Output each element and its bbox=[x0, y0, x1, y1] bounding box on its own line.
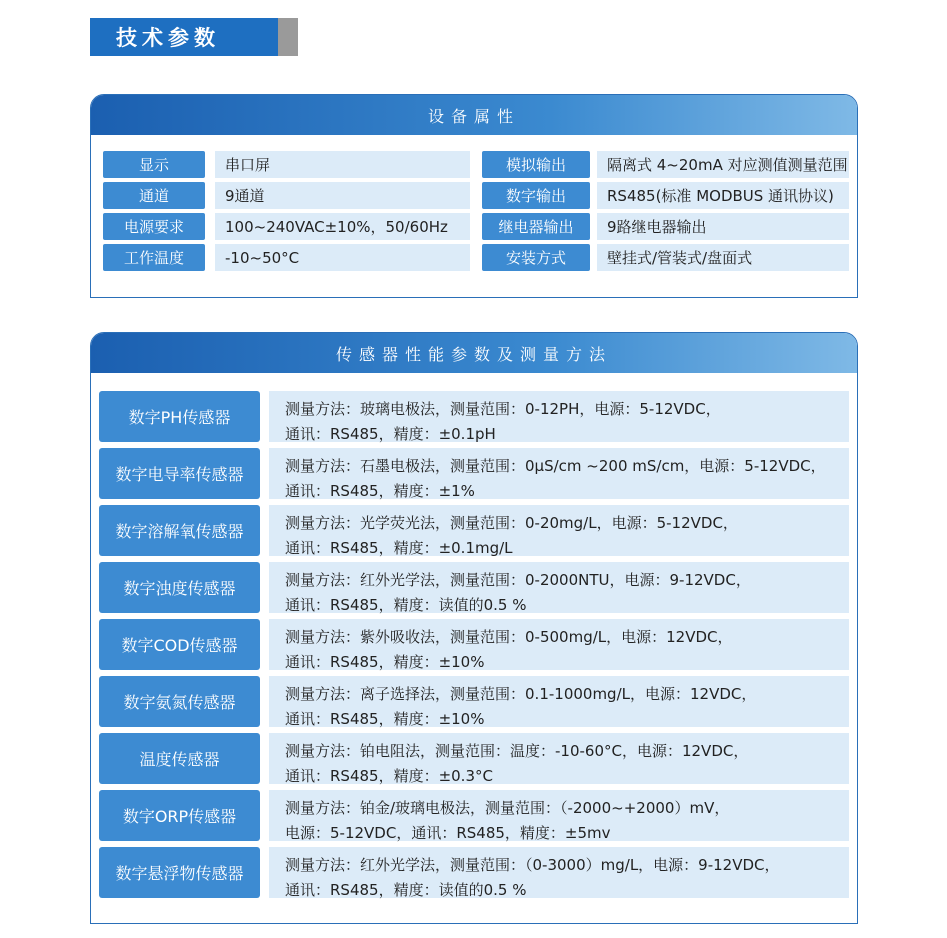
sensor-name: 数字电导率传感器 bbox=[99, 448, 260, 499]
sensor-spec bbox=[269, 448, 849, 499]
sensor-spec bbox=[269, 676, 849, 727]
property-value: 壁挂式/管装式/盘面式 bbox=[597, 244, 849, 271]
spec-line: 通讯：RS485，精度：±10% bbox=[285, 710, 485, 728]
spec-line: 测量方法：铂金/玻璃电极法，测量范围：（-2000~+2000）mV， bbox=[285, 799, 730, 817]
sensor-name: 数字COD传感器 bbox=[99, 619, 260, 670]
sensor-spec bbox=[269, 733, 849, 784]
table-row bbox=[99, 847, 849, 898]
spec-line: 测量方法：红外光学法，测量范围：（0-3000）mg/L，电源：9-12VDC， bbox=[285, 856, 780, 874]
sensor-specs-panel bbox=[90, 332, 858, 924]
table-row bbox=[99, 562, 849, 613]
sensor-spec bbox=[269, 505, 849, 556]
sensor-name: 数字溶解氧传感器 bbox=[99, 505, 260, 556]
section-title bbox=[90, 18, 298, 56]
sensor-name: 数字ORP传感器 bbox=[99, 790, 260, 841]
spec-line: 通讯：RS485，精度：±1% bbox=[285, 482, 475, 500]
property-value: -10~50°C bbox=[215, 244, 470, 271]
spec-line: 通讯：RS485，精度：读值的0.5 % bbox=[285, 881, 527, 899]
table-row bbox=[99, 391, 849, 442]
table-row bbox=[99, 733, 849, 784]
table-row bbox=[99, 790, 849, 841]
sensor-specs-table bbox=[99, 391, 849, 904]
property-value: 隔离式 4~20mA 对应测值测量范围 bbox=[597, 151, 849, 178]
spec-line: 测量方法：离子选择法，测量范围：0.1-1000mg/L，电源：12VDC， bbox=[285, 685, 757, 703]
property-label: 通道 bbox=[103, 182, 205, 209]
table-row bbox=[103, 151, 849, 178]
spec-line: 测量方法：红外光学法，测量范围：0-2000NTU，电源：9-12VDC， bbox=[285, 571, 751, 589]
table-row bbox=[99, 505, 849, 556]
sensor-spec bbox=[269, 391, 849, 442]
table-row bbox=[99, 676, 849, 727]
sensor-name: 温度传感器 bbox=[99, 733, 260, 784]
table-row bbox=[103, 244, 849, 271]
table-row bbox=[99, 448, 849, 499]
table-row bbox=[103, 213, 849, 240]
property-value: 9路继电器输出 bbox=[597, 213, 849, 240]
sensor-name: 数字PH传感器 bbox=[99, 391, 260, 442]
device-properties-table bbox=[103, 151, 849, 275]
property-value: 9通道 bbox=[215, 182, 470, 209]
sensor-name: 数字浊度传感器 bbox=[99, 562, 260, 613]
table-row bbox=[99, 619, 849, 670]
spec-line: 通讯：RS485，精度：±0.3°C bbox=[285, 767, 493, 785]
property-label: 显示 bbox=[103, 151, 205, 178]
spec-line: 通讯：RS485，精度：±0.1mg/L bbox=[285, 539, 513, 557]
spec-line: 测量方法：紫外吸收法，测量范围：0-500mg/L，电源：12VDC， bbox=[285, 628, 733, 646]
section-title-text: 技术参数 bbox=[116, 26, 220, 50]
property-label: 模拟输出 bbox=[482, 151, 590, 178]
property-label: 工作温度 bbox=[103, 244, 205, 271]
sensor-name: 数字悬浮物传感器 bbox=[99, 847, 260, 898]
spec-line: 电源：5-12VDC，通讯：RS485，精度：±5mv bbox=[285, 824, 611, 842]
property-value: RS485(标准 MODBUS 通讯协议) bbox=[597, 182, 849, 209]
sensor-specs-header: 传感器性能参数及测量方法 bbox=[91, 333, 857, 373]
spec-line: 测量方法：光学荧光法，测量范围：0-20mg/L，电源：5-12VDC， bbox=[285, 514, 738, 532]
table-row bbox=[103, 182, 849, 209]
property-value: 串口屏 bbox=[215, 151, 470, 178]
spec-line: 通讯：RS485，精度：读值的0.5 % bbox=[285, 596, 527, 614]
spec-line: 测量方法：石墨电极法，测量范围：0μS/cm ~200 mS/cm，电源：5-12VDC， bbox=[285, 457, 826, 475]
sensor-name: 数字氨氮传感器 bbox=[99, 676, 260, 727]
sensor-spec bbox=[269, 619, 849, 670]
property-label: 安装方式 bbox=[482, 244, 590, 271]
device-properties-header: 设备属性 bbox=[91, 95, 857, 135]
spec-line: 通讯：RS485，精度：±0.1pH bbox=[285, 425, 496, 443]
title-accent-bar bbox=[278, 18, 298, 56]
spec-line: 测量方法：铂电阻法，测量范围：温度：-10-60°C，电源：12VDC， bbox=[285, 742, 749, 760]
sensor-spec bbox=[269, 562, 849, 613]
property-label: 数字输出 bbox=[482, 182, 590, 209]
sensor-spec bbox=[269, 790, 849, 841]
property-value: 100~240VAC±10%，50/60Hz bbox=[215, 213, 470, 240]
spec-line: 测量方法：玻璃电极法，测量范围：0-12PH，电源：5-12VDC， bbox=[285, 400, 721, 418]
property-label: 电源要求 bbox=[103, 213, 205, 240]
device-properties-panel bbox=[90, 94, 858, 298]
property-label: 继电器输出 bbox=[482, 213, 590, 240]
spec-line: 通讯：RS485，精度：±10% bbox=[285, 653, 485, 671]
sensor-spec bbox=[269, 847, 849, 898]
